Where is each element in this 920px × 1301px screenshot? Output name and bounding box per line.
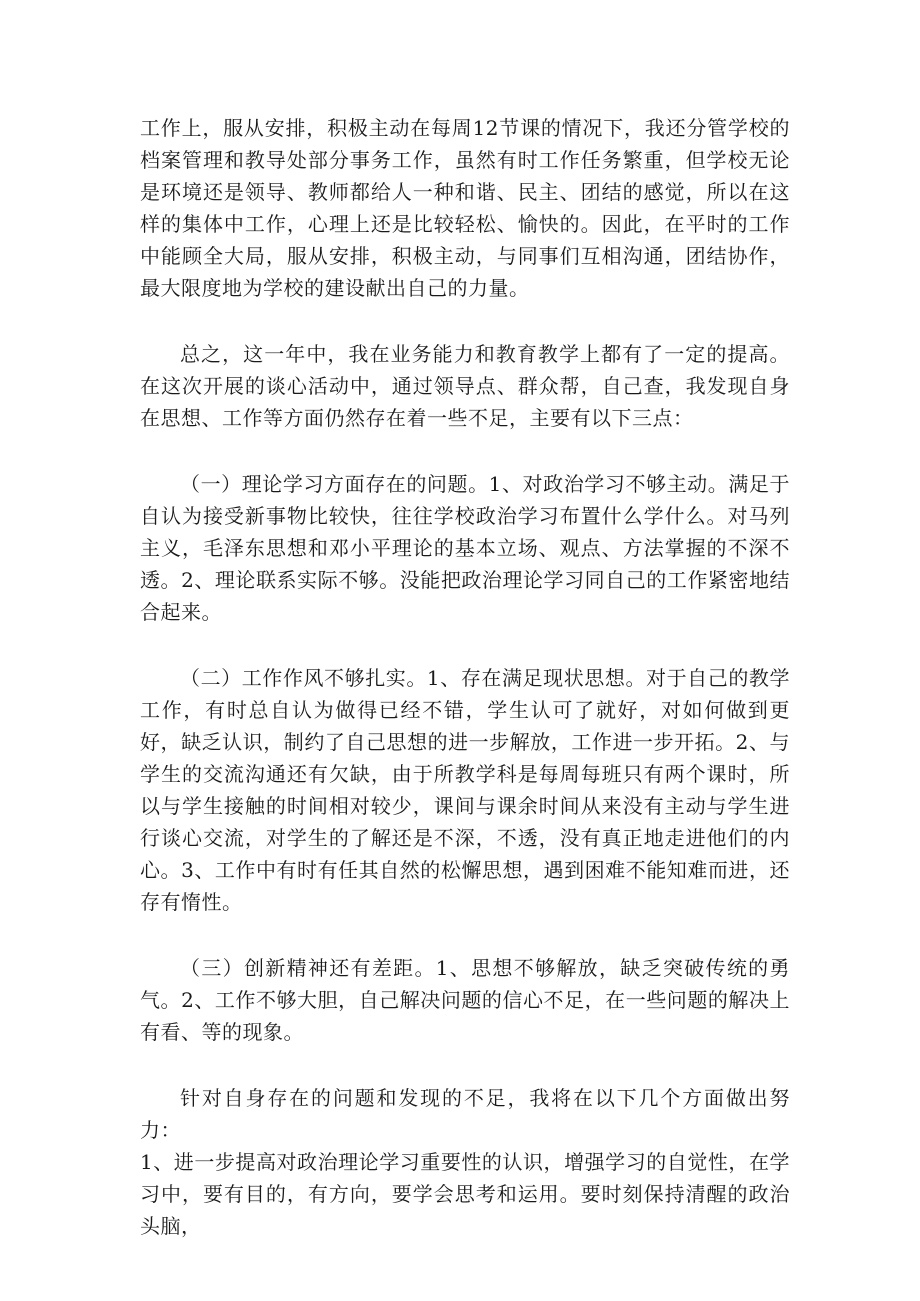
- paragraph-work-attitude: 工作上，服从安排，积极主动在每周12节课的情况下，我还分管学校的档案管理和教导处部分事务工作，虽然有时工作任务繁重，但学校无论是环境还是领导、教师都给人一种和谐、民主、团结的感觉，所以在这样的集体中工作，心理上还是比较轻松、愉快的。因此，在平时的工作中能顾全大局，服从安排，积极主动，与同事们互相沟通，团结协作，最大限度地为学校的建设献出自己的力量。: [140, 116, 790, 300]
- document-body: [140, 112, 790, 1276]
- paragraph-improvement-item-1: 1、进一步提高对政治理论学习重要性的认识，增强学习的自觉性，在学习中，要有目的，有方向，要学会思考和运用。要时刻保持清醒的政治头脑，: [140, 1150, 790, 1238]
- paragraph-work-style-issues: （二）工作作风不够扎实。1、存在满足现状思想。对于自己的教学工作，有时总自认为做得已经不错，学生认可了就好，对如何做到更好，缺乏认识，制约了自己思想的进一步解放，工作进一步开拓。2、与学生的交流沟通还有欠缺，由于所教学科是每周每班只有两个课时，所以与学生接触的时间相对较少，课间与课余时间从来没有主动与学生进行谈心交流，对学生的了解还是不深，不透，没有真正地走进他们的内心。3、工作中有时有任其自然的松懈思想，遇到困难不能知难而进，还存有惰性。: [140, 666, 790, 914]
- paragraph-theory-study-issues: （一）理论学习方面存在的问题。1、对政治学习不够主动。满足于自认为接受新事物比较快，往往学校政治学习布置什么学什么。对马列主义，毛泽东思想和邓小平理论的基本立场、观点、方法掌握的不深不透。2、理论联系实际不够。没能把政治理论学习同自己的工作紧密地结合起来。: [140, 472, 790, 624]
- paragraph-summary: 总之，这一年中，我在业务能力和教育教学上都有了一定的提高。在这次开展的谈心活动中，通过领导点、群众帮，自己查，我发现自身在思想、工作等方面仍然存在着一些不足，主要有以下三点：: [140, 342, 790, 430]
- paragraph-improvement-intro: 针对自身存在的问题和发现的不足，我将在以下几个方面做出努力：: [140, 1086, 790, 1142]
- paragraph-innovation-issues: （三）创新精神还有差距。1、思想不够解放，缺乏突破传统的勇气。2、工作不够大胆，自己解决问题的信心不足，在一些问题的解决上有看、等的现象。: [140, 956, 790, 1044]
